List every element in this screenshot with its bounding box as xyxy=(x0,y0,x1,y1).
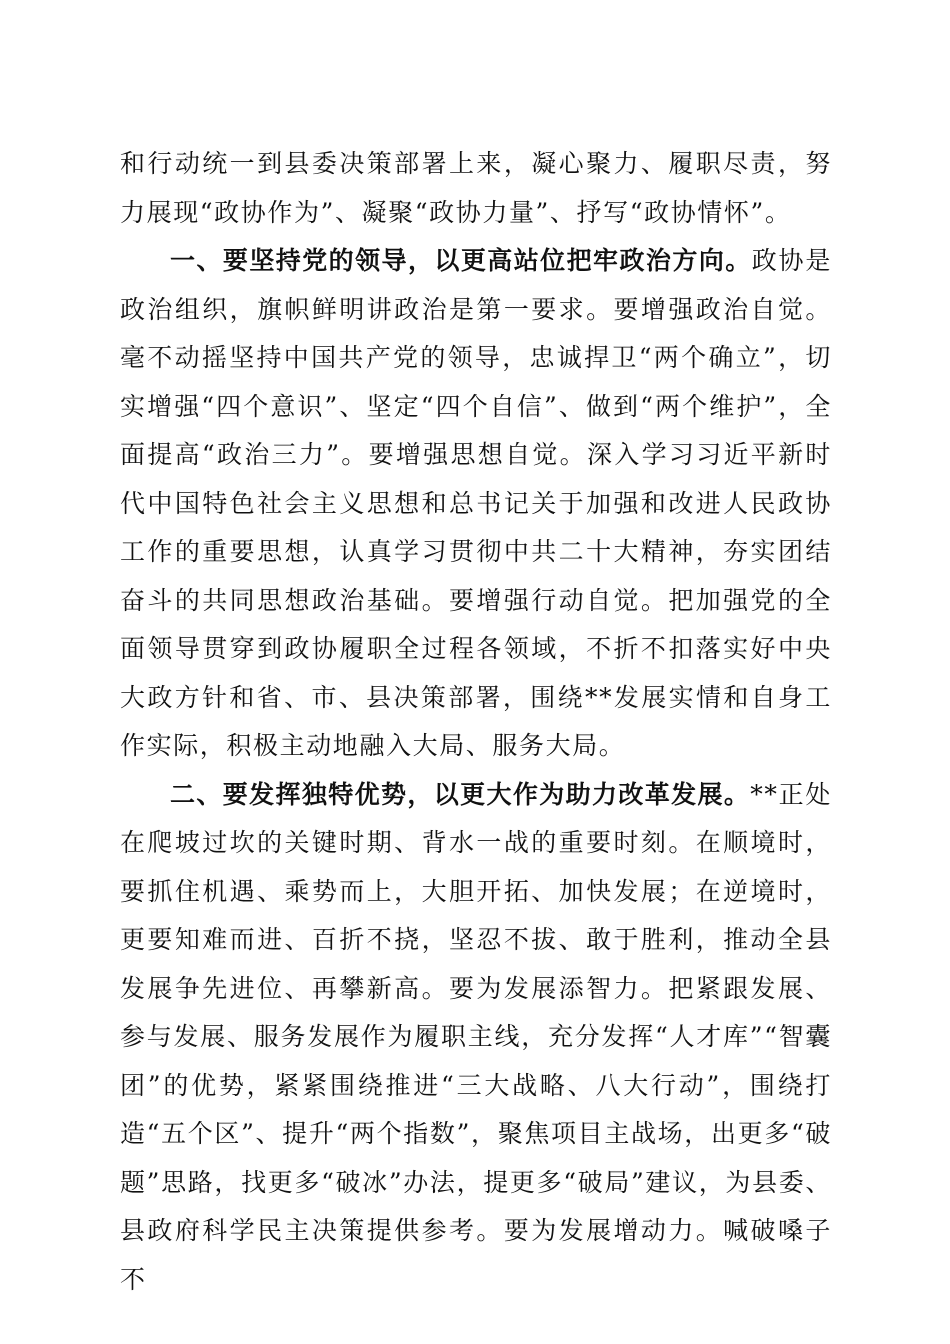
paragraph-body: 和行动统一到县委决策部署上来，凝心聚力、履职尽责，努力展现“政协作为”、凝聚“政协力量”、抒写“政协情怀”。 xyxy=(120,149,832,227)
paragraph-section-1 xyxy=(120,237,832,771)
section-heading: 二、要发挥独特优势，以更大作为助力改革发展。 xyxy=(170,779,751,809)
paragraph-body: 政协是政治组织，旗帜鲜明讲政治是第一要求。要增强政治自觉。毫不动摇坚持中国共产党的领导，忠诚捍卫“两个确立”，切实增强“四个意识”、坚定“四个自信”、做到“两个维护”，全面提高“政治三力”。要增强思想自觉。深入学习习近平新时代中国特色社会主义思想和总书记关于加强和改进人民政协工作的重要思想，认真学习贯彻中共二十大精神，夯实团结奋斗的共同思想政治基础。要增强行动自觉。把加强党的全面领导贯穿到政协履职全过程各领域，不折不扣落实好中央大政方针和省、市、县决策部署，围绕**发展实情和自身工作实际，积极主动地融入大局、服务大局。 xyxy=(120,246,832,760)
paragraph-continuation xyxy=(120,140,832,237)
paragraph-body: **正处在爬坡过坎的关键时期、背水一战的重要时刻。在顺境时，要抓住机遇、乘势而上，大胆开拓、加快发展；在逆境时，更要知难而进、百折不挠，坚忍不拔、敢于胜利，推动全县发展争先进位、再攀新高。要为发展添智力。把紧跟发展、参与发展、服务发展作为履职主线，充分发挥“人才库”“智囊团”的优势，紧紧围绕推进“三大战略、八大行动”，围绕打造“五个区”、提升“两个指数”，聚焦项目主战场，出更多“破题”思路，找更多“破冰”办法，提更多“破局”建议，为县委、县政府科学民主决策提供参考。要为发展增动力。喊破嗓子不 xyxy=(120,779,832,1294)
paragraph-section-2 xyxy=(120,771,832,1305)
document-body xyxy=(120,140,832,1304)
section-heading: 一、要坚持党的领导，以更高站位把牢政治方向。 xyxy=(170,246,752,275)
